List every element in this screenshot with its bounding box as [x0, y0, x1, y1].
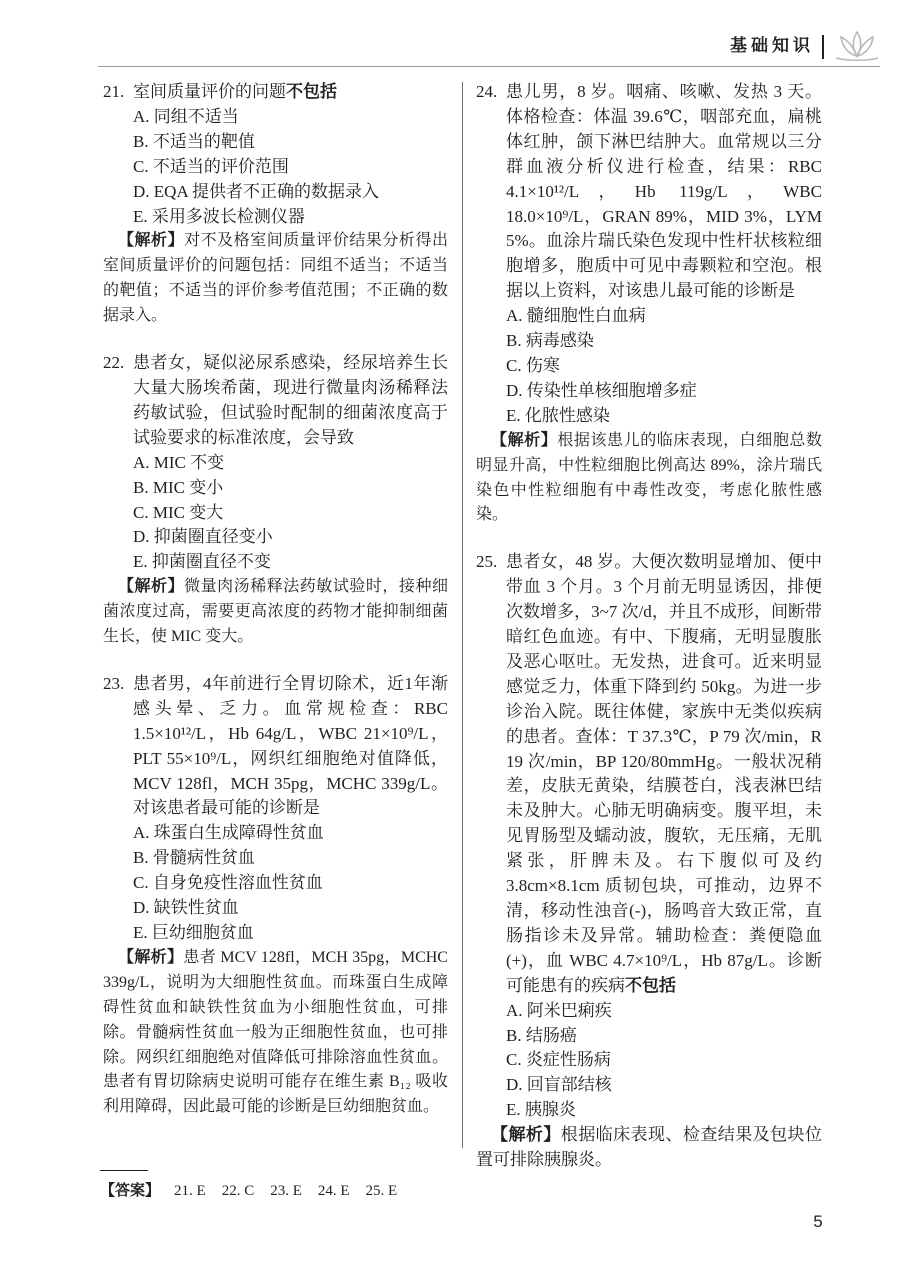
option-c: C. 不适当的评价范围 — [133, 156, 289, 176]
stem-text: 患者男，4年前进行全胃切除术，近1年渐感头晕、乏力。血常规检查：RBC 1.5×10¹²/L，Hb 64g/L，WBC 21×10⁹/L，PLT 55×10⁹/L，网织红细胞绝对值降低，MCV 128fl，MCH 35pg，MCHC 339g/L。对该患者最可能的诊断是 — [133, 673, 448, 818]
lotus-logo-icon — [832, 28, 882, 62]
option-a: A. 阿米巴痢疾 — [506, 1000, 612, 1020]
option-d: D. 抑菌圈直径变小 — [133, 527, 273, 547]
question-24 — [476, 80, 822, 528]
analysis-label: 【解析】 — [491, 431, 558, 449]
answer-item: 21. E — [174, 1183, 206, 1199]
analysis — [103, 229, 448, 329]
stem-emphasis: 不包括 — [625, 975, 676, 995]
option-a: A. 髓细胞性白血病 — [506, 306, 646, 326]
analysis-label: 【解析】 — [118, 578, 185, 596]
answer-item: 23. E — [270, 1183, 302, 1199]
stem-text: 室间质量评价的问题 — [133, 82, 286, 101]
analysis-text: 根据该患儿的临床表现，白细胞总数明显升高，中性粒细胞比例高达 89%，涂片瑞氏染色中性粒细胞有中毒性改变，考虑化脓性感染。 — [476, 431, 822, 524]
answer-key — [100, 1179, 413, 1203]
analysis-label: 【解析】 — [118, 948, 184, 966]
question-stem — [103, 672, 448, 821]
question-25 — [476, 550, 822, 1173]
option-a: A. 同组不适当 — [133, 106, 239, 126]
analysis — [103, 575, 448, 650]
option-b: B. 结肠癌 — [506, 1025, 577, 1045]
stem-text: 患儿男，8 岁。咽痛、咳嗽、发热 3 天。体格检查：体温 39.6℃，咽部充血，扁桃体红肿，颌下淋巴结肿大。血常规以三分群血液分析仪进行检查，结果：RBC 4.1×10¹²/L，Hb 119g/L，WBC 18.0×10⁹/L，GRAN 89%，MID 3%，LYM 5%。血涂片瑞氏染色发现中性杆状核粒细胞增多，胞质中可见中毒颗粒和空泡。根据以上资料，对该患儿最可能的诊断是 — [506, 82, 822, 301]
analysis-text: 微量肉汤稀释法药敏试验时，接种细菌浓度过高，需要更高浓度的药物才能抑制细菌生长，使 MIC 变大。 — [103, 578, 448, 646]
left-column — [103, 80, 448, 1142]
question-22 — [103, 351, 448, 650]
question-stem — [103, 80, 448, 105]
answer-key-label: 【答案】 — [100, 1182, 161, 1199]
option-b: B. 骨髓病性贫血 — [133, 848, 255, 868]
question-21 — [103, 80, 448, 329]
option-e: E. 胰腺炎 — [506, 1100, 576, 1120]
question-stem — [476, 550, 822, 998]
analysis-text: 对不及格室间质量评价结果分析得出室间质量评价的问题包括：同组不适当；不适当的靶值；不适当的评价参考值范围；不正确的数据录入。 — [103, 232, 448, 325]
answer-item: 24. E — [317, 1183, 350, 1199]
question-number: 23. — [103, 673, 125, 693]
question-number: 24. — [476, 82, 498, 101]
option-c: C. 自身免疫性溶血性贫血 — [133, 873, 323, 893]
analysis-text: 根据临床表现、检查结果及包块位置可排除胰腺炎。 — [476, 1125, 823, 1170]
header-rule — [98, 66, 880, 67]
question-stem — [476, 80, 822, 304]
question-23 — [103, 672, 448, 1120]
option-e: E. 采用多波长检测仪器 — [133, 206, 305, 226]
option-c: C. MIC 变大 — [133, 502, 224, 522]
option-c: C. 炎症性肠病 — [506, 1050, 611, 1070]
option-e: E. 抑菌圈直径不变 — [133, 552, 271, 572]
analysis-text: 患者 MCV 128fl，MCH 35pg，MCHC 339g/L，说明为大细胞性贫血。而珠蛋白生成障碍性贫血和缺铁性贫血为小细胞性贫血，可排除。骨髓病性贫血一般为正细胞性贫血，也可排除。网织红细胞绝对值降低可排除溶血性贫血。患者有胃切除病史说明可能存在维生素 B₁₂ 吸收利用障碍，因此最可能的诊断是巨幼细胞贫血。 — [103, 948, 448, 1116]
option-c: C. 伤寒 — [506, 355, 560, 375]
option-b: B. 病毒感染 — [506, 331, 594, 351]
analysis — [476, 429, 822, 529]
question-number: 21. — [103, 82, 125, 101]
analysis-label: 【解析】 — [118, 232, 185, 250]
analysis — [103, 946, 448, 1120]
analysis — [476, 1123, 822, 1173]
option-d: D. EQA 提供者不正确的数据录入 — [133, 181, 380, 201]
question-number: 22. — [103, 353, 125, 373]
option-a: A. 珠蛋白生成障碍性贫血 — [133, 823, 324, 843]
right-column — [476, 80, 822, 1195]
stem-emphasis: 不包括 — [286, 82, 337, 101]
option-b: B. MIC 变小 — [133, 477, 224, 497]
option-e: E. 化脓性感染 — [506, 405, 610, 425]
analysis-label: 【解析】 — [491, 1125, 561, 1145]
option-a: A. MIC 不变 — [133, 452, 225, 472]
column-divider — [462, 82, 463, 1148]
option-d: D. 回盲部结核 — [506, 1075, 612, 1095]
answer-item: 25. E — [365, 1183, 398, 1199]
section-title: 基础知识 — [730, 36, 814, 55]
option-e: E. 巨幼细胞贫血 — [133, 923, 254, 942]
header-divider — [822, 35, 824, 59]
option-b: B. 不适当的靶值 — [133, 131, 255, 151]
page-number: 5 — [813, 1212, 823, 1231]
question-stem — [103, 351, 448, 451]
option-d: D. 传染性单核细胞增多症 — [506, 380, 697, 400]
option-d: D. 缺铁性贫血 — [133, 898, 239, 918]
stem-text: 患者女，疑似泌尿系感染，经尿培养生长大量大肠埃希菌，现进行微量肉汤稀释法药敏试验，但试验时配制的细菌浓度高于试验要求的标准浓度，会导致 — [133, 353, 448, 447]
question-number: 25. — [476, 552, 498, 572]
stem-text: 患者女，48 岁。大便次数明显增加、便中带血 3 个月。3 个月前无明显诱因，排便次数增多，3~7 次/d，并且不成形，间断带暗红色血迹。有中、下腹痛，无明显腹胀及恶心呕吐。无发热，进食可。近来明显感觉乏力，体重下降到约 50kg。为进一步诊治入院。既往体健，家族中无类似疾病的患者。查体：T 37.3℃，P 79 次/min，R 19 次/min，BP 120/80mmHg。一般状况稍差，皮肤无黄染，结膜苍白，浅表淋巴结未及肿大。心肺无明确病变。腹平坦，未见胃肠型及蠕动波，腹软，无压痛，无肌紧张，肝脾未及。右下腹似可及约 3.8cm×8.1cm 质韧包块，可推动，边界不清，移动性浊音(-)，肠鸣音大致正常，直肠指诊未及异常。辅助检查：粪便隐血(+)，血 WBC 4.7×10⁹/L，Hb 87g/L。诊断可能患有的疾病 — [506, 552, 822, 995]
answers-rule — [100, 1170, 148, 1171]
answer-item: 22. C — [221, 1183, 255, 1199]
